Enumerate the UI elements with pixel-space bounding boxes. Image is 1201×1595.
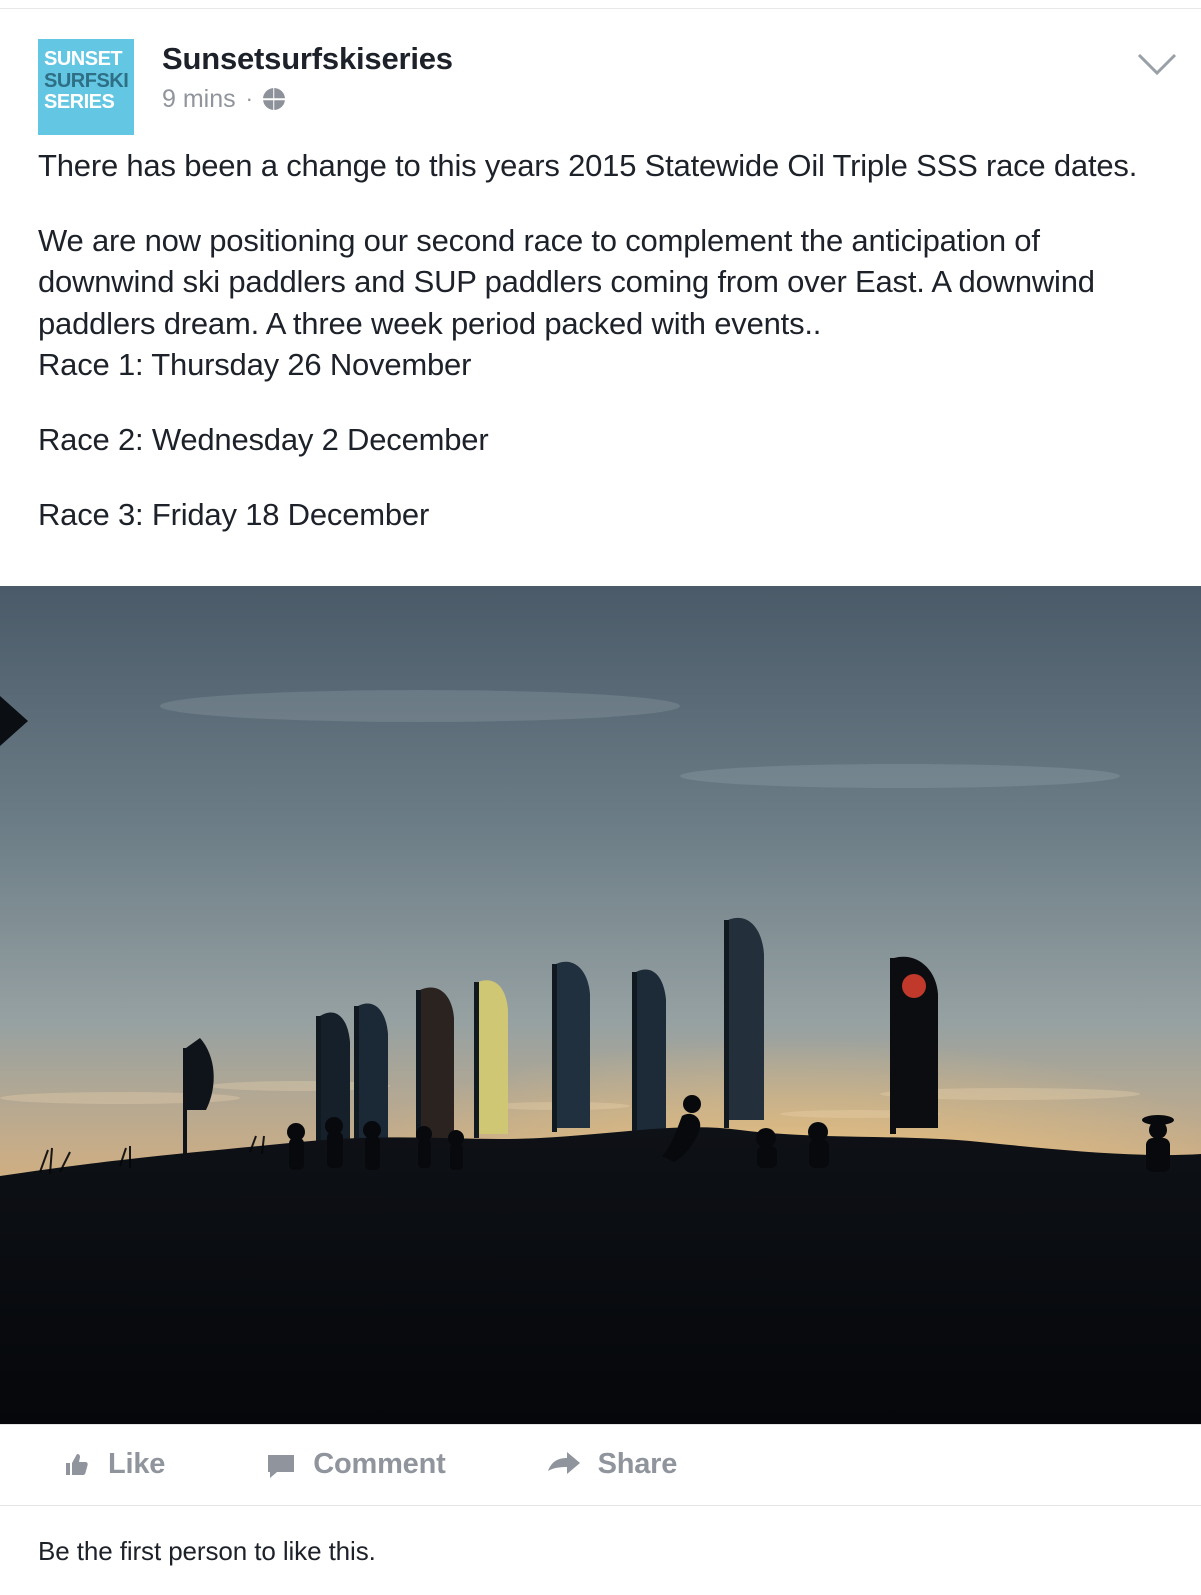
comment-button[interactable]: [265, 1448, 445, 1481]
meta-separator: ·: [245, 86, 253, 112]
post-photo[interactable]: [0, 586, 1201, 1424]
like-label: Like: [108, 1448, 166, 1481]
speech-bubble-icon: [265, 1449, 297, 1481]
top-margin-strip: [0, 0, 1201, 9]
avatar-line-3: SERIES: [44, 91, 115, 114]
page-name-link[interactable]: Sunsetsurfskiseries: [162, 41, 453, 76]
post-actions-bar: [0, 1424, 1201, 1506]
race-line-1: Race 1: Thursday 26 November: [38, 346, 472, 382]
post-message: [0, 141, 1201, 586]
share-label: Share: [597, 1448, 678, 1481]
avatar-logo-text: [44, 49, 130, 114]
like-prompt: Be the first person to like this.: [38, 1535, 376, 1566]
post-header-text: [162, 39, 453, 114]
post-meta: [162, 85, 453, 114]
chevron-down-icon[interactable]: [1135, 49, 1179, 83]
avatar-line-2: SURFSKI: [44, 69, 129, 92]
post-timestamp[interactable]: 9 mins: [162, 84, 236, 113]
globe-icon[interactable]: [263, 88, 285, 110]
arrow-share-icon: [546, 1449, 582, 1481]
post-paragraph-2: We are now positioning our second race to complement the anticipation of downwind ski paddlers and SUP paddlers coming from over East. A downwind paddlers dream. A three week period packed with events..: [38, 223, 1095, 341]
avatar-line-1: SUNSET: [44, 48, 123, 70]
thumbs-up-icon: [60, 1449, 92, 1481]
race-line-2: Race 2: Wednesday 2 December: [38, 422, 489, 458]
post-header: [0, 9, 1201, 141]
post-container: [0, 9, 1201, 1595]
comment-label: Comment: [313, 1448, 446, 1481]
share-button[interactable]: [546, 1448, 678, 1481]
avatar[interactable]: [38, 39, 134, 135]
race-line-3: Race 3: Friday 18 December: [38, 497, 430, 533]
like-button[interactable]: [60, 1448, 165, 1481]
post-paragraph-1: There has been a change to this years 2015 Statewide Oil Triple SSS race dates.: [38, 148, 1138, 183]
